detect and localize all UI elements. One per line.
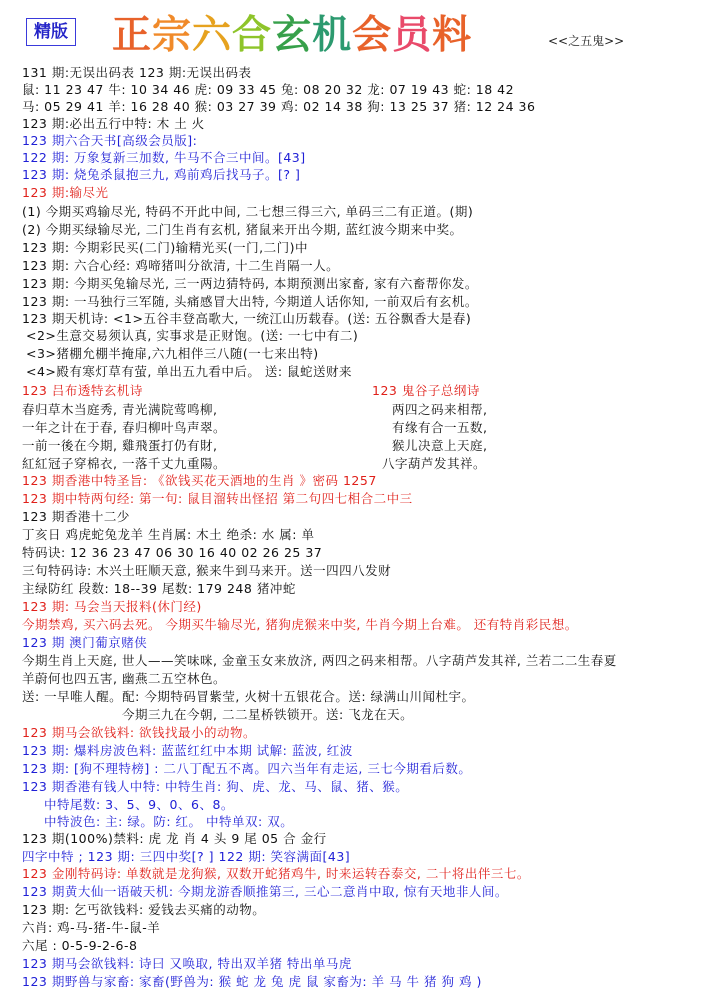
text-line: 123 期香港有钱人中特: 中特生肖: 狗、虎、龙、马、鼠、猪、猴。 [22,779,409,794]
text-line: (2) 今期买绿输尽光, 二门生肖有玄机, 猪鼠来开出今期, 蓝红波今期来中奖。 [22,222,463,237]
text-line: (1) 今期买鸡输尽光, 特码不开此中间, 二七想三得三六, 单码三二有正道。(期) [22,204,474,219]
text-line: 今期生肖上天庭, 世人——笑味咪, 金童玉女来放济, 两四之码来相帮。八字葫芦发其祥, 兰若二二生春夏 [22,653,617,668]
text-line: 123 期黄大仙一语破天机: 今期龙游香顺推第三, 三心二意肖中取, 惊有天地非人间。 [22,884,508,899]
text-line: 羊蔚何也四五害, 幽燕二五空林色。 [22,671,226,686]
text-line: 123 期野兽与家畜: 家畜(野兽为: 猴 蛇 龙 兔 虎 鼠 家畜为: 羊 马 牛 猪 狗 鸡 ) [22,974,482,989]
text-line: 123 期: 今期买兔输尽光, 三一两边猜特码, 本期预测出家畜, 家有六畜帮你发。 [22,276,478,291]
text-line: 一前一後在今期, 雞飛蛋打仍有財, [22,438,218,453]
text-line: <4>殿有寒灯草有萤, 单出五九看中后。 送: 鼠蛇送财来 [26,364,353,379]
text-line: 123 期:必出五行中特: 木 土 火 [22,116,205,131]
text-line: 特码诀: 12 36 23 47 06 30 16 40 02 26 25 37 [22,545,323,560]
poem-line: 123 鬼谷子总纲诗 [372,383,480,398]
title-char: 员 [392,12,433,58]
text-line: 六肖: 鸡-马-猪-牛-鼠-羊 [22,920,161,935]
text-line: 一年之计在于春, 春归柳叶鸟声翠。 [22,420,226,435]
text-line: 123 期: 爆料房波色料: 蓝蓝红红中本期 试解: 蓝波, 红波 [22,743,353,758]
text-line: 122 期: 万象复新三加数, 牛马不合三中间。[43] [22,150,306,165]
text-line: 123 期中特两句经: 第一句: 鼠目溜转出怪招 第二句四七相合二中三 [22,491,413,506]
title-char: 合 [232,12,273,58]
title-char: 宗 [152,12,193,58]
edition-badge: 精版 [26,18,76,46]
text-line: 送: 一早唯人醒。配: 今期特码冒紫莹, 火树十五银花合。送: 绿满山川闻杜宇。 [22,689,475,704]
poem-line: 猴儿决意上天庭, [392,438,488,453]
text-line: 春归草木当庭秀, 青光满院莺鸣柳, [22,402,218,417]
text-line: 123 期: 马会当天报料(休门经) [22,599,202,614]
text-line: 六尾 : 0-5-9-2-6-8 [22,938,138,953]
text-line: 今期禁鸡, 买六码去死。 今期买牛输尽光, 猪狗虎猴来中奖, 牛肖今期上台难。 还有特肖彩民想。 [22,617,578,632]
text-line: 三句特码诗: 木兴土旺顺天意, 猴来牛到马来开。送一四四八发财 [22,563,392,578]
text-line: 123 期香港中特圣旨: 《欲钱买花天酒地的生肖 》密码 1257 [22,473,377,488]
title-char: 机 [312,12,353,58]
text-line: 123 期: [狗不理特榜] : 二八丁配五不离。四六当年有走运, 三七今期看后数。 [22,761,472,776]
text-line: 123 期: 乞丐欲钱料: 爱钱去买痛的动物。 [22,902,266,917]
text-line: 123 期马会欲钱料: 欲钱找最小的动物。 [22,725,257,740]
text-line: 马: 05 29 41 羊: 16 28 40 猴: 03 27 39 鸡: 02 14 38 狗: 13 25 37 猪: 12 24 36 [22,99,536,114]
page-title [112,4,472,60]
title-char: 六 [192,12,233,58]
text-line: 123 期马会欲钱料: 诗曰 又唤取, 特出双羊猪 特出单马虎 [22,956,352,971]
text-line: 131 期:无误出码表 123 期:无误出码表 [22,65,252,80]
text-line: 丁亥日 鸡虎蛇兔龙羊 生肖属: 木土 绝杀: 水 属: 单 [22,527,315,542]
title-char: 会 [352,12,393,58]
text-line: 123 金刚特码诗: 单数就是龙狗猴, 双数开蛇猪鸡牛, 时来运转吞泰交, 二十将出伴三七。 [22,866,530,881]
text-line: 123 期天机诗: <1>五谷丰登高歌大, 一统江山历载春。(送: 五谷飘香大是春) [22,311,472,326]
text-line: 紅紅冠子穿棉衣, 一落千丈九重陽。 [22,456,226,471]
text-line: 123 期: 六合心经: 鸡啼猪叫分欲清, 十二生肖隔一人。 [22,258,340,273]
text-line: 123 期: 一马独行三军随, 头痛感冒大出特, 今期道人话你知, 一前双后有玄机。 [22,294,478,309]
text-line: 123 期 澳门葡京赌侠 [22,635,148,650]
subtitle: <<之五鬼>> [548,34,625,48]
text-line: 今期三九在今朝, 二二星桥铁锁开。送: 飞龙在天。 [122,707,414,722]
text-line: <3>猪棚允棚半掩扉,六九相伴三八随(一七来出特) [26,346,319,361]
text-line: 主绿防红 段数: 18--39 尾数: 179 248 猪冲蛇 [22,581,296,596]
title-char: 正 [112,12,153,58]
text-line: 123 期香港十二少 [22,509,130,524]
text-line: 123 吕布透特玄机诗 [22,383,143,398]
text-line: 123 期六合天书[高级会员版]: [22,133,198,148]
text-line: 中特波色: 主: 绿。防: 红。 中特单双: 双。 [44,814,294,829]
header [0,0,702,58]
text-line: 123 期(100%)禁料: 虎 龙 肖 4 头 9 尾 05 合 金行 [22,831,327,846]
poem-line: 两四之码来相帮, [392,402,488,417]
poem-line: 有缘有合一五数, [392,420,488,435]
text-line: 中特尾数: 3、5、9、0、6、8。 [44,797,234,812]
text-line: 鼠: 11 23 47 牛: 10 34 46 虎: 09 33 45 兔: 08 20 32 龙: 07 19 43 蛇: 18 42 [22,82,515,97]
text-line: 四字中特 ; 123 期: 三四中奖[? ] 122 期: 笑容满面[43] [22,849,351,864]
text-line: 123 期:输尽光 [22,185,109,200]
title-char: 料 [432,12,473,58]
text-line: 123 期: 今期彩民买(二门)输精光买(一门,二门)中 [22,240,308,255]
text-line: 123 期: 烧兔杀鼠抱三九, 鸡前鸡后找马子。[? ] [22,167,301,182]
poem-line: 八字葫芦发其祥。 [382,456,487,471]
title-char: 玄 [272,12,313,58]
text-line: <2>生意交易须认真, 实事求是正财饱。(送: 一七中有二) [26,328,359,343]
